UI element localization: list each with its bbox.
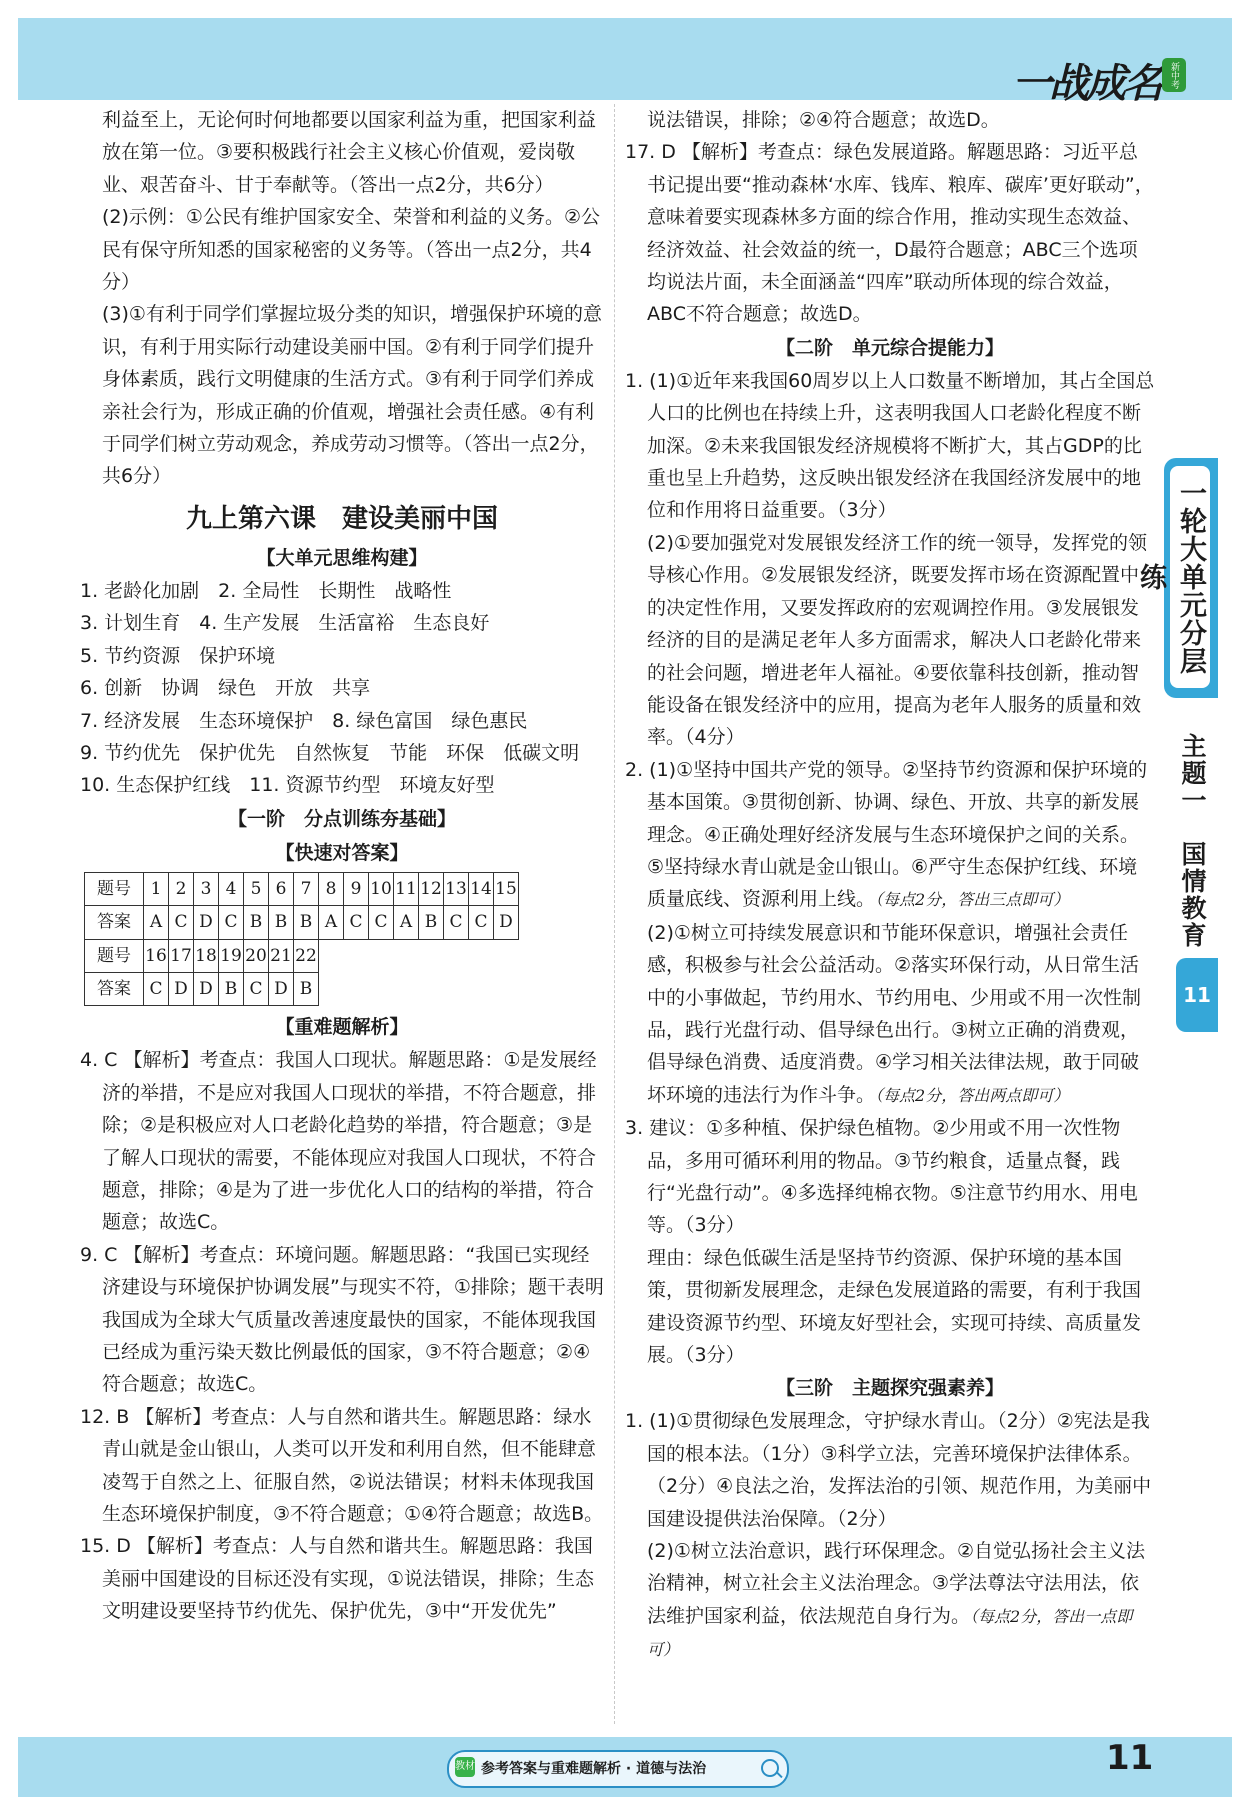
answer-table (84, 872, 519, 1007)
table-cell: D (194, 906, 219, 939)
answer-line: 9. 节约优先 保护优先 自然恢复 节能 环保 低碳文明 (80, 741, 580, 764)
table-cell: 13 (444, 872, 469, 905)
side-tab-label: 一轮大单元分层练 (1170, 466, 1210, 688)
answer-paragraph: 1. (1)①近年来我国60周岁以上人口数量不断增加，其占全国总人口的比例也在持续上升，这表明我国人口老龄化程度不断加深。②未来我国银发经济规模将不断扩大，其占GDP的比重也呈上升趋势，这反映出银发经济在我国经济发展中的地位和作用将日益重要。（3分） (625, 369, 1155, 522)
scoring-note: （每点2分，答出三点即可） (875, 890, 1070, 910)
answer-text: (2)①树立可持续发展意识和节能环保意识，增强社会责任感，积极参与社会公益活动。②落实环保行动，从日常生活中的小事做起，节约用水、节约用电、少用或不用一次性制品，践行光盘行动、倡导绿色出行。③树立正确的消费观，倡导绿色消费、适度消费。④学习相关法律法规，敢于同破坏环境的违法行为作斗争。 (647, 921, 1142, 1106)
brand-tag: 新中考 (1162, 58, 1186, 92)
section-heading: 【快速对答案】 (275, 841, 409, 864)
table-cell: C (344, 906, 369, 939)
answer-line: 7. 经济发展 生态环境保护 8. 绿色富国 绿色惠民 (80, 709, 528, 732)
right-column (625, 104, 1155, 1667)
question-analysis: 4. C 【解析】考查点：我国人口现状。解题思路：①是发展经济的举措，不是应对我国人口现状的举措，不符合题意，排除；②是积极应对人口老龄化趋势的举措，符合题意；③是了解人口现状的需要，不能体现应对我国人口现状，不符合题意，排除；④是为了进一步优化人口的结构的举措，符合题意；故选C。 (80, 1049, 597, 1234)
table-cell: B (244, 906, 269, 939)
table-cell: B (219, 972, 244, 1005)
table-cell: C (369, 906, 394, 939)
table-cell: 20 (244, 939, 269, 972)
table-cell: 16 (144, 939, 169, 972)
question-analysis: 15. D 【解析】考查点：人与自然和谐共生。解题思路：我国美丽中国建设的目标还没有实现，①说法错误，排除；生态文明建设要坚持节约优先、保护优先，③中“开发优先” (80, 1535, 595, 1623)
table-row (85, 972, 519, 1005)
answer-line: 10. 生态保护红线 11. 资源节约型 环境友好型 (80, 774, 495, 797)
table-cell: 5 (244, 872, 269, 905)
table-cell: C (219, 906, 244, 939)
table-cell: D (169, 972, 194, 1005)
table-cell: 15 (494, 872, 519, 905)
table-cell: C (469, 906, 494, 939)
section-heading: 【重难题解析】 (275, 1016, 409, 1039)
answer-paragraph: 说法错误，排除；②④符合题意；故选D。 (647, 109, 1000, 131)
table-cell: 2 (169, 872, 194, 905)
scoring-note: （每点2分，答出一点即可） (647, 1606, 1133, 1660)
table-cell: 3 (194, 872, 219, 905)
table-cell: A (319, 906, 344, 939)
table-header-cell: 题号 (85, 939, 144, 972)
section-heading: 【二阶 单元综合提能力】 (775, 336, 1004, 359)
footer-text: 参考答案与重难题解析 · 道德与法治 (481, 1761, 707, 1777)
answer-line: 5. 节约资源 保护环境 (80, 644, 276, 667)
table-cell: 1 (144, 872, 169, 905)
answer-paragraph (625, 754, 1155, 917)
table-cell: 12 (419, 872, 444, 905)
table-cell: D (269, 972, 294, 1005)
table-cell: 14 (469, 872, 494, 905)
answer-line: 6. 创新 协调 绿色 开放 共享 (80, 677, 371, 700)
table-cell: B (294, 972, 319, 1005)
brand-logo: 一战成名 (1012, 61, 1160, 107)
section-heading: 【三阶 主题探究强素养】 (775, 1377, 1004, 1400)
table-cell: D (194, 972, 219, 1005)
answer-text: (2)①树立法治意识，践行环保理念。②自觉弘扬社会主义法治精神，树立社会主义法治理念。③学法尊法守法用法，依法维护国家利益，依法规范自身行为。 (647, 1540, 1145, 1627)
left-column (80, 104, 604, 1628)
table-cell: 10 (369, 872, 394, 905)
scoring-note: （每点2分，答出两点即可） (875, 1085, 1070, 1105)
table-cell: A (144, 906, 169, 939)
table-row (85, 872, 519, 905)
section-heading: 【大单元思维构建】 (256, 546, 428, 569)
side-topic-label: 主题一 国情教育 (1178, 733, 1207, 949)
table-cell: 4 (219, 872, 244, 905)
section-heading: 【一阶 分点训练夯基础】 (227, 807, 456, 830)
answer-paragraph (625, 1535, 1155, 1667)
table-cell: A (394, 906, 419, 939)
side-page-tab: 11 (1176, 958, 1218, 1032)
table-cell: 7 (294, 872, 319, 905)
answer-text: 2. (1)①坚持中国共产党的领导。②坚持节约资源和保护环境的基本国策。③贯彻创新、协调、绿色、开放、共享的新发展理念。④正确处理好经济发展与生态环境保护之间的关系。⑤坚持绿水青山就是金山银山。⑥严守生态保护红线、环境质量底线、资源利用上线。 (625, 758, 1148, 911)
table-cell: 19 (219, 939, 244, 972)
table-cell: 18 (194, 939, 219, 972)
table-row (85, 939, 519, 972)
answer-paragraph: (2)示例：①公民有维护国家安全、荣誉和利益的义务。②公民有保守所知悉的国家秘密的义务等。（答出一点2分，共4分） (102, 206, 600, 294)
table-cell: C (169, 906, 194, 939)
footer-pill (447, 1750, 789, 1788)
table-header-cell: 答案 (85, 906, 144, 939)
question-analysis: 12. B 【解析】考查点：人与自然和谐共生。解题思路：绿水青山就是金山银山，人类可以开发和利用自然，但不能肆意凌驾于自然之上、征服自然，②说法错误；材料未体现我国生态环境保护制度，③不符合题意；①④符合题意；故选B。 (80, 1405, 604, 1526)
table-cell: 9 (344, 872, 369, 905)
table-cell: C (444, 906, 469, 939)
answer-paragraph (625, 917, 1155, 1112)
table-cell: C (144, 972, 169, 1005)
table-cell: 22 (294, 939, 319, 972)
table-cell: 6 (269, 872, 294, 905)
table-cell: 11 (394, 872, 419, 905)
table-cell: B (419, 906, 444, 939)
answer-paragraph: 3. 建议：①多种植、保护绿色植物。②少用或不用一次性物品，多用可循环利用的物品。③节约粮食，适量点餐，践行“光盘行动”。④多选择纯棉衣物。⑤注意节约用水、用电等。（3分） (625, 1117, 1138, 1237)
side-tab-unit (1135, 458, 1218, 698)
question-analysis: 9. C 【解析】考查点：环境问题。解题思路：“我国已实现经济建设与环境保护协调发展”与现实不符，①排除；题干表明我国成为全球大气质量改善速度最快的国家，不能体现我国已经成为重污染天数比例最低的国家，③不符合题意；②④符合题意；故选C。 (80, 1243, 604, 1396)
table-cell: 17 (169, 939, 194, 972)
table-cell: B (269, 906, 294, 939)
answer-line: 1. 老龄化加剧 2. 全局性 长期性 战略性 (80, 579, 452, 602)
table-cell: D (494, 906, 519, 939)
answer-paragraph: 1. (1)①贯彻绿色发展理念，守护绿水青山。（2分）②宪法是我国的根本法。（1分）③科学立法，完善环境保护法律体系。（2分）④良法之治，发挥法治的引领、规范作用，为美丽中国建设提供法治保障。（2分） (625, 1410, 1152, 1530)
page-number: 11 (1106, 1738, 1154, 1778)
table-header-cell: 题号 (85, 872, 144, 905)
answer-line: 3. 计划生育 4. 生产发展 生活富裕 生态良好 (80, 612, 490, 635)
column-divider (614, 104, 615, 1724)
answer-paragraph: 理由：绿色低碳生活是坚持节约资源、保护环境的基本国策，贯彻新发展理念，走绿色发展道路的需要，有利于我国建设资源节约型、环境友好型社会，实现可持续、高质量发展。（3分） (647, 1246, 1142, 1367)
table-cell: 8 (319, 872, 344, 905)
answer-paragraph: (2)①要加强党对发展银发经济工作的统一领导，发挥党的领导核心作用。②发展银发经济，既要发挥市场在资源配置中的决定性作用，又要发挥政府的宏观调控作用。③发展银发经济的目的是满足老年人多方面需求，解决人口老龄化带来的社会问题，增进老年人福祉。④要依靠科技创新，推动智能设备在银发经济中的应用，提高为老年人服务的质量和效率。（4分） (647, 531, 1147, 749)
lesson-title: 九上第六课 建设美丽中国 (185, 503, 498, 534)
question-analysis: 17. D 【解析】考查点：绿色发展道路。解题思路：习近平总书记提出要“推动森林‘水库、钱库、粮库、碳库’更好联动”，意味着要实现森林多方面的综合作用，推动实现生态效益、经济效益、社会效益的统一，D最符合题意；ABC三个选项均说法片面，未全面涵盖“四库”联动所体现的综合效益，ABC不符合题意；故选D。 (625, 141, 1154, 326)
table-cell: 21 (269, 939, 294, 972)
book-icon: 教材 (455, 1757, 475, 1777)
answer-paragraph: (3)①有利于同学们掌握垃圾分类的知识，增强保护环境的意识，有利于用实际行动建设美丽中国。②有利于同学们提升身体素质，践行文明健康的生活方式。③有利于同学们养成亲社会行为，形成正确的价值观，增强社会责任感。④有利于同学们树立劳动观念，养成劳动习惯等。（答出一点2分，共6分） (102, 303, 602, 488)
table-cell: B (294, 906, 319, 939)
table-header-cell: 答案 (85, 972, 144, 1005)
table-row (85, 906, 519, 939)
search-icon (761, 1759, 779, 1777)
answer-paragraph: 利益至上，无论何时何地都要以国家利益为重，把国家利益放在第一位。③要积极践行社会主义核心价值观，爱岗敬业、艰苦奋斗、甘于奉献等。（答出一点2分，共6分） (102, 109, 597, 196)
table-cell: C (244, 972, 269, 1005)
